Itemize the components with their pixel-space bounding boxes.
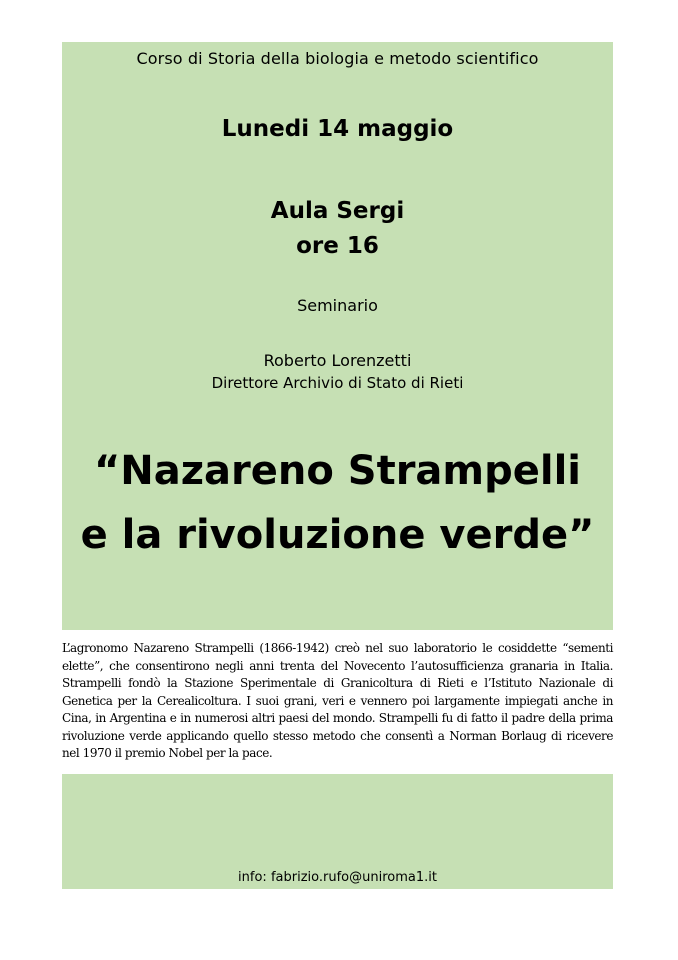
contact-info: info: fabrizio.rufo@uniroma1.it	[238, 870, 437, 885]
seminar-title-line-1: “Nazareno Strampelli	[94, 448, 581, 494]
event-time: ore 16	[296, 233, 379, 259]
speaker-role: Direttore Archivio di Stato di Rieti	[211, 374, 464, 392]
seminar-title	[62, 439, 613, 567]
event-type: Seminario	[297, 296, 378, 315]
footer-panel	[62, 774, 613, 889]
speaker-block	[62, 349, 613, 395]
event-date: Lunedi 14 maggio	[221, 116, 454, 142]
speaker-name: Roberto Lorenzetti	[263, 351, 412, 370]
event-room: Aula Sergi	[270, 198, 405, 224]
event-location	[62, 194, 613, 264]
course-name: Corso di Storia della biologia e metodo scientifico	[136, 49, 539, 68]
header-panel	[62, 42, 613, 630]
seminar-title-line-2: e la rivoluzione verde”	[80, 512, 595, 558]
abstract-paragraph: L’agronomo Nazareno Strampelli (1866-1942) creò nel suo laboratorio le cosiddette “sementi elette”, che consentirono negli anni trenta del Novecento l’autosufficienza granaria in Italia. Strampelli fondò la Stazione Sperimentale di Granicoltura di Rieti e l’Istituto Nazionale di Genetica per la Cerealicoltura. I suoi grani, veri e vennero poi largamente impiegati anche in Cina, in Argentina e in numerosi altri paesi del mondo. Strampelli fu di fatto il padre della prima rivoluzione verde applicando quello stesso metodo che consentì a Norman Borlaug di ricevere nel 1970 il premio Nobel per la pace.	[62, 641, 613, 760]
